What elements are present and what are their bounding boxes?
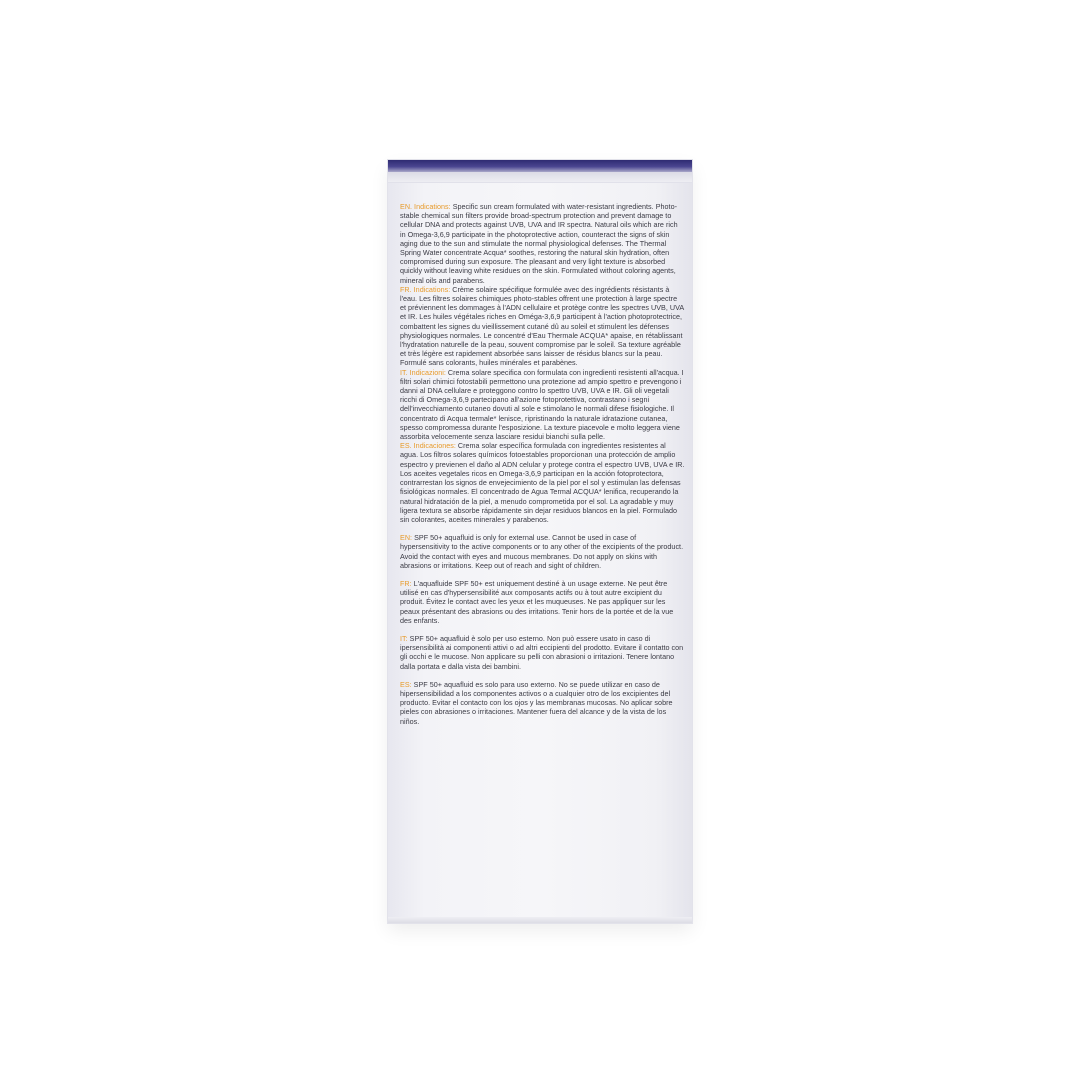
language-label: ES:: [400, 679, 412, 689]
language-label: FR:: [400, 578, 412, 588]
warning-en: [400, 533, 685, 570]
warning-it: [400, 634, 685, 671]
indications-es: [400, 441, 685, 524]
paragraph-text: Crème solaire spécifique formulée avec des ingrédients résistants à l'eau. Les filtres solaires chimiques photo-stables offrent une protection à large spectre et préviennent les dommages à l'ADN cellulaire et protège contre les spectres UVB, UVA et IR. Les huiles végétales riches en Oméga-3,6,9 participent à l'action photoprotectrice, combattent les signes du vieillissement cutané dû au soleil et stimulent les défenses physiologiques normales. Le concentré d'Eau Thermale ACQUA* apaise, en rétablissant l'hydratation naturelle de la peau, souvent compromise par le soleil. Sa texture agréable et très légère est rapidement absorbée sans laisser de résidus blancs sur la peau. Formulé sans colorants, huiles minérales et parabènes.: [400, 284, 684, 368]
paragraph-text: Crema solare specifica con formulata con ingredienti resistenti all'acqua. I filtri solari chimici fotostabili permettono una protezione ad ampio spettro e prevengono i danni al DNA cellulare e proteggono contro lo spettro UVB, UVA e IR. Gli oli vegetali ricchi di Omega-3,6,9 partecipano all'azione fotoprotettiva, contrastano i segni dell'invecchiamento cutaneo dovuti al sole e stimolano le normali difese fisiologiche. Il concentrato di Acqua termale* lenisce, ripristinando la naturale idratazione cutanea, spesso compromessa durante l'esposizione. La texture piacevole e molto leggera viene assorbita velocemente senza lasciare residui bianchi sulla pelle.: [400, 367, 684, 442]
paragraph-text: Specific sun cream formulated with water-resistant ingredients. Photo-stable chemical sun filters provide broad-spectrum protection and prevent damage to cellular DNA and protects against UVB, UVA and IR spectra. Natural oils which are rich in Omega-3,6,9 participate in the photoprotective action, counteract the signs of skin aging due to the sun and stimulate the normal physiological defenses. The Thermal Spring Water concentrate Acqua* soothes, restoring the natural skin hydration, often compromised during sun exposure. The pleasant and very light texture is absorbed quickly without leaving white residues on the skin. Formulated without coloring agents, mineral oils and parabens.: [400, 202, 678, 285]
language-label: IT:: [400, 633, 408, 643]
paragraph-text: SPF 50+ aquafluid è solo per uso esterno. Non può essere usato in caso di ipersensibilità ai componenti attivi o ad altri eccipienti del prodotto. Evitare il contatto con gli occhi e le mucose. Non applicare su pelli con abrasioni o irritazioni. Tenere lontano dalla portata e dalla vista dei bambini.: [400, 633, 684, 671]
sunscreen-box-back-panel: [388, 160, 692, 923]
box-top-flap: [388, 172, 692, 183]
indications-fr: [400, 285, 685, 368]
language-label: EN. Indications:: [400, 202, 451, 211]
language-label: EN:: [400, 533, 413, 543]
warning-fr: [400, 579, 685, 625]
language-label: IT. Indicazioni:: [400, 367, 446, 377]
indications-en: [400, 202, 685, 285]
language-label: ES. Indicaciones:: [400, 441, 456, 451]
paragraph-text: SPF 50+ aquafluid es solo para uso externo. No se puede utilizar en caso de hipersensibilidad a los componentes activos o a cualquier otro de los excipientes del producto. Evitar el contacto con los ojos y las membranas mucosas. No aplicar sobre pieles con abrasiones o irritaciones. Mantener fuera del alcance y de la vista de los niños.: [400, 679, 673, 726]
language-label: FR. Indications:: [400, 284, 451, 294]
box-bottom-edge: [388, 917, 692, 923]
box-top-edge: [388, 160, 692, 172]
paragraph-text: SPF 50+ aquafluid is only for external use. Cannot be used in case of hypersensitivity to the active components or to any other of the excipients of the product. Avoid the contact with eyes and mucous membranes. Do not apply on skins with abrasions or irritations. Keep out of reach and sight of children.: [400, 533, 684, 570]
paragraph-text: Crema solar específica formulada con ingredientes resistentes al agua. Los filtros solares químicos fotoestables proporcionan una protección de amplio espectro y previenen el daño al ADN celular y protege contra el espectro UVB, UVA e IR. Los aceites vegetales ricos en Omega-3,6,9 participan en la acción fotoprotectora, contrarrestan los signos de envejecimiento de la piel por el sol y estimulan las defensas fisiológicas normales. El concentrado de Agua Termal ACQUA* lenifica, recuperando la natural hidratación de la piel, a menudo comprometida por el sol. La agradable y muy ligera textura se absorbe rápidamente sin dejar residuos blancos en la piel. Formulado sin colorantes, aceites minerales y parabenos.: [400, 441, 685, 524]
paragraph-text: L'aquafluide SPF 50+ est uniquement destiné à un usage externe. Ne peut être utilisé en cas d'hypersensibilité aux composants actifs ou à tout autre excipient du produit. Évitez le contact avec les yeux et les muqueuses. Ne pas appliquer sur les peaux présentant des abrasions ou des irritations. Tenir hors de la portée et de la vue des enfants.: [400, 578, 674, 625]
warning-es: [400, 680, 685, 726]
indications-it: [400, 368, 685, 442]
box-text-panel: [400, 202, 685, 726]
